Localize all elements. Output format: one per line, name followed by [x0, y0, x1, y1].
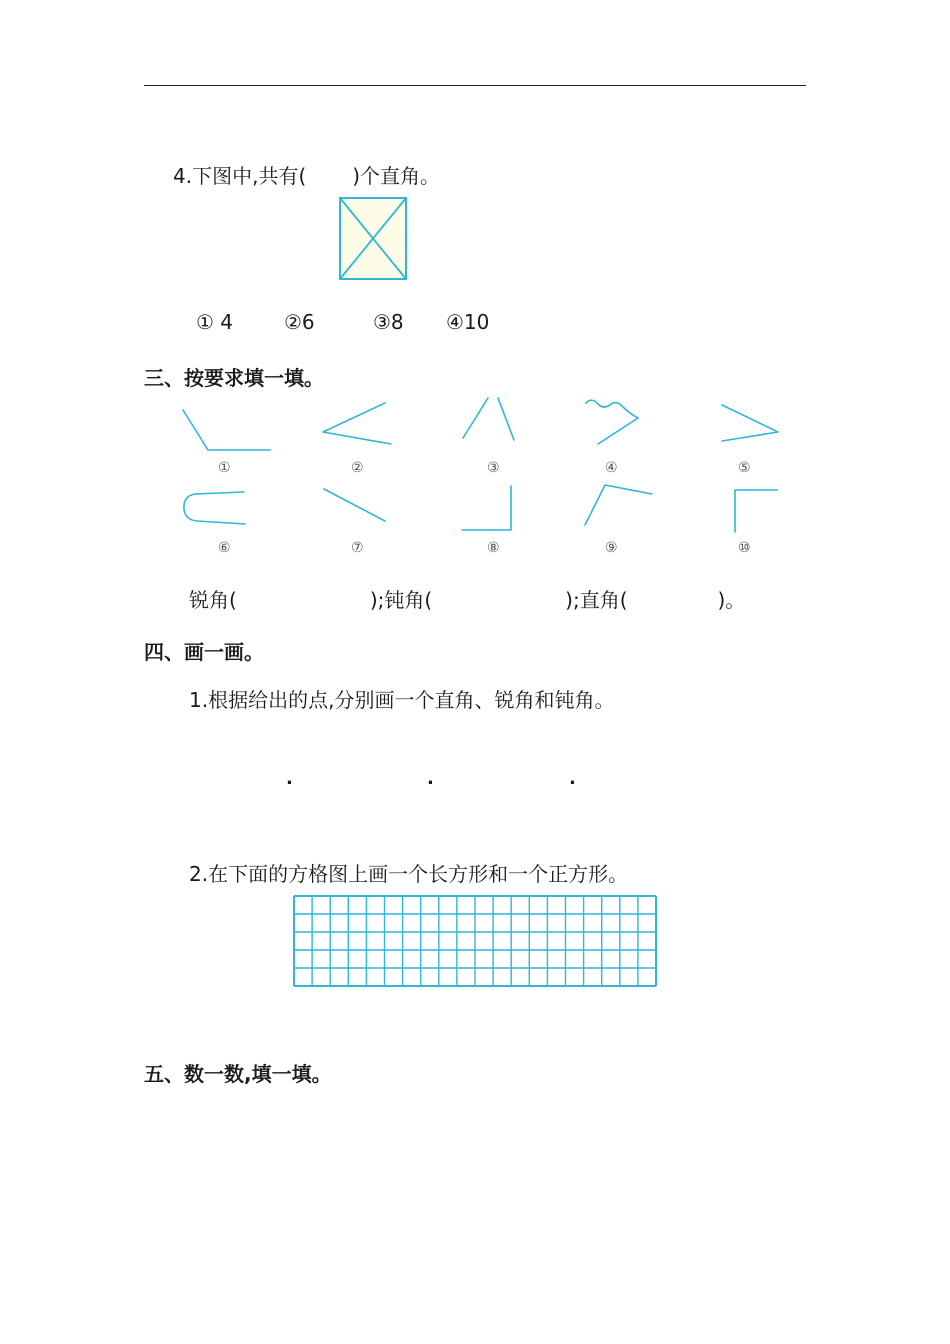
option-3[interactable]: ③8 [373, 310, 404, 334]
option-4[interactable]: ④10 [446, 310, 490, 334]
option-2[interactable]: ②6 [284, 310, 315, 334]
obtuse-label: );钝角( [369, 588, 433, 612]
option-1[interactable]: ① 4 [196, 310, 234, 334]
point-dot[interactable]: . [427, 768, 434, 789]
point-dot[interactable]: . [286, 768, 293, 789]
section-5-title: 五、数一数,填一填。 [144, 1062, 332, 1086]
answer-end: )。 [717, 588, 746, 612]
question-4-prefix: 4.下图中,共有( [173, 164, 307, 188]
angle-3-label: ③ [487, 460, 500, 476]
right-label: );直角( [565, 588, 628, 612]
angle-6-label: ⑥ [218, 540, 231, 556]
section-3-title: 三、按要求填一填。 [144, 366, 324, 390]
section-4-title: 四、画一画。 [144, 640, 264, 664]
point-dot[interactable]: . [569, 768, 576, 789]
question-4-suffix: )个直角。 [352, 164, 441, 188]
angle-1-label: ① [218, 460, 231, 476]
draw-angles-question: 1.根据给出的点,分别画一个直角、锐角和钝角。 [189, 688, 615, 712]
angle-10-label: ⑩ [738, 540, 751, 556]
angle-2-label: ② [351, 460, 364, 476]
angle-9-label: ⑨ [605, 540, 618, 556]
angle-5-label: ⑤ [738, 460, 751, 476]
acute-label: 锐角( [189, 588, 237, 612]
draw-rectangle-question: 2.在下面的方格图上画一个长方形和一个正方形。 [189, 862, 629, 886]
angle-4-label: ④ [605, 460, 618, 476]
angle-8-label: ⑧ [487, 540, 500, 556]
angle-7-label: ⑦ [351, 540, 364, 556]
